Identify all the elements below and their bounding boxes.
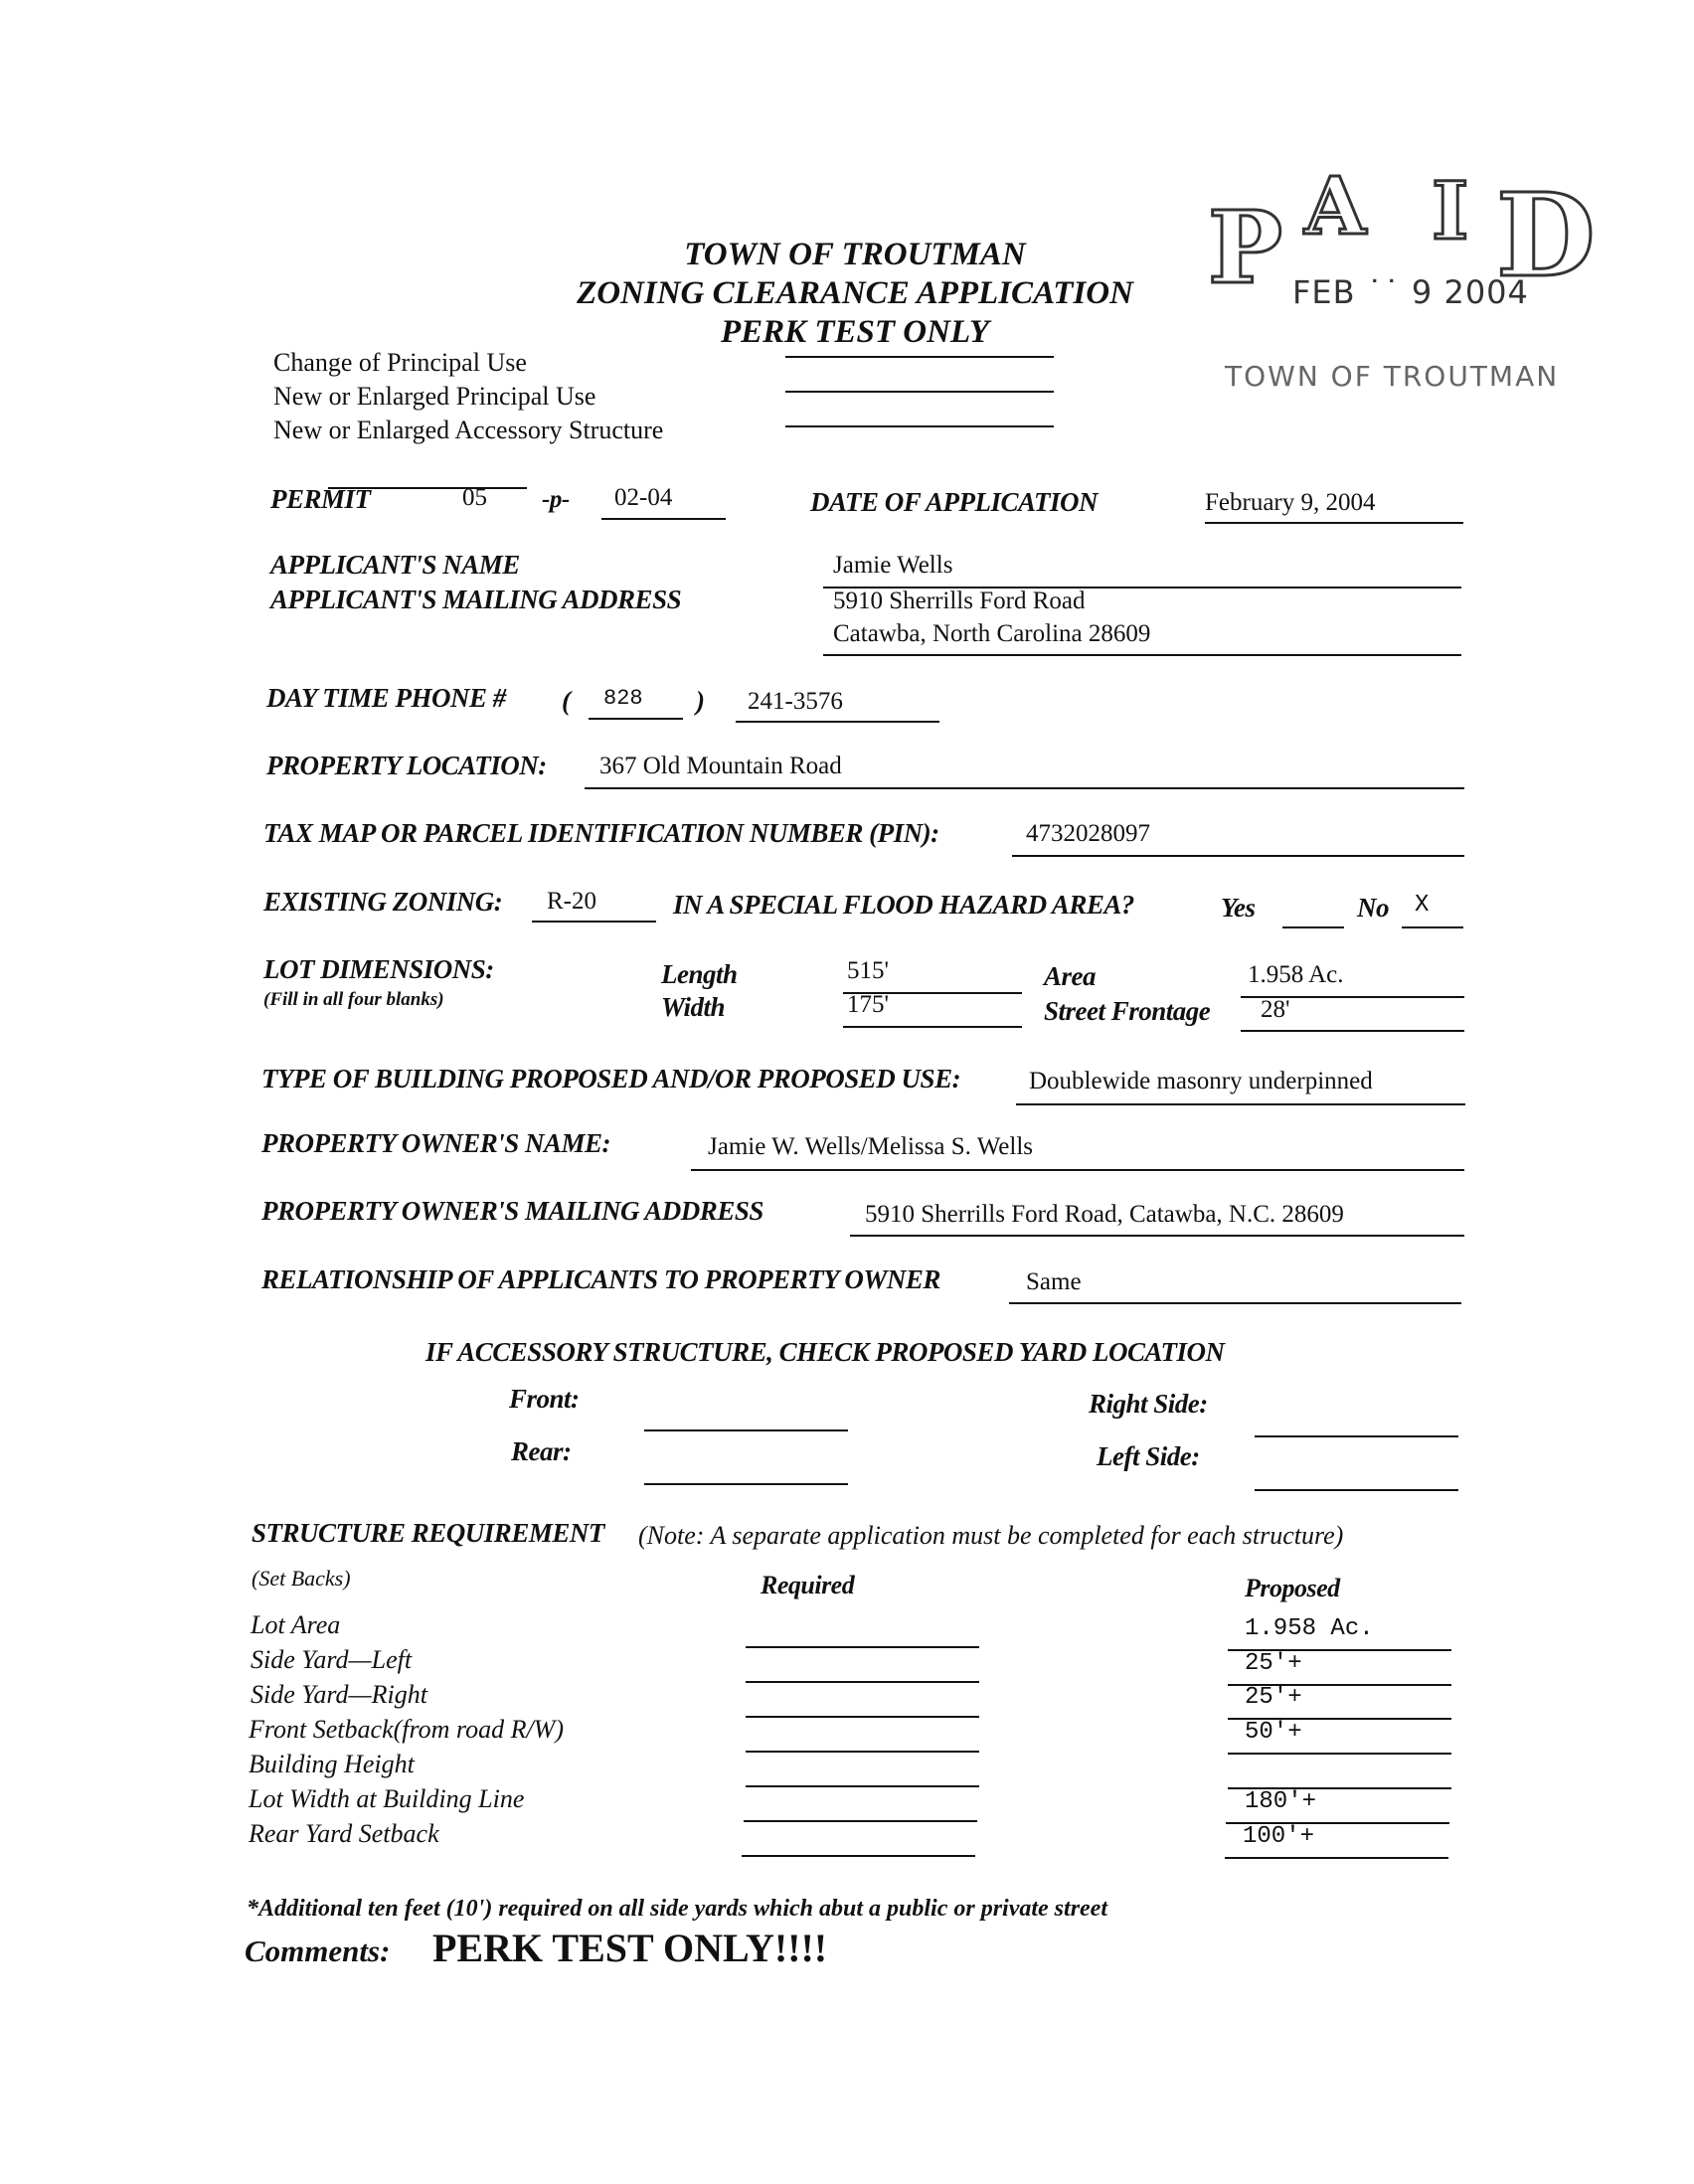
required-field[interactable]: [746, 1688, 979, 1718]
phone-area-code-field[interactable]: [589, 690, 683, 720]
lot-frontage-value: 28': [1261, 996, 1290, 1023]
lot-length-value: 515': [847, 957, 890, 984]
flood-yes-field[interactable]: [1282, 899, 1344, 928]
lot-area-value: 1.958 Ac.: [1248, 961, 1344, 988]
row-label: Rear Yard Setback: [249, 1819, 439, 1848]
required-field[interactable]: [746, 1723, 979, 1753]
stamp-date: FEB ˙˙ 9 2004: [1292, 273, 1529, 311]
accessory-right-field[interactable]: [1255, 1408, 1458, 1437]
owner-name-value: Jamie W. Wells/Melissa S. Wells: [708, 1133, 1034, 1160]
date-of-application-label: DATE OF APPLICATION: [810, 487, 1099, 517]
applicant-address-field[interactable]: [823, 626, 1461, 656]
applicant-name-label: APPLICANT'S NAME: [270, 550, 520, 580]
applicant-name-value: Jamie Wells: [833, 552, 953, 579]
pin-value: 4732028097: [1026, 820, 1150, 847]
phone-close-paren: ): [696, 686, 705, 716]
applicant-address-line1: 5910 Sherrills Ford Road: [833, 588, 1086, 614]
relationship-label: RELATIONSHIP OF APPLICANTS TO PROPERTY OWNER: [261, 1264, 940, 1294]
applicant-address-label: APPLICANT'S MAILING ADDRESS: [270, 585, 682, 614]
lot-dimensions-label: LOT DIMENSIONS:: [263, 954, 494, 984]
row-label: Lot Width at Building Line: [249, 1784, 525, 1813]
phone-open-paren: (: [562, 686, 571, 716]
stamp-town: TOWN OF TROUTMAN: [1225, 360, 1560, 393]
lot-frontage-field[interactable]: [1241, 1002, 1464, 1032]
proposed-value: 25'+: [1245, 1684, 1302, 1711]
existing-zoning-field[interactable]: [532, 893, 656, 923]
date-of-application-field[interactable]: [1205, 494, 1463, 524]
lot-frontage-label: Street Frontage: [1044, 996, 1211, 1026]
building-type-value: Doublewide masonry underpinned: [1029, 1068, 1373, 1094]
required-field[interactable]: [746, 1618, 979, 1648]
proposed-field[interactable]: [1228, 1656, 1451, 1686]
permit-part1-value: 05: [462, 484, 487, 511]
permit-part2-value: 02-04: [614, 484, 673, 511]
flood-no-label: No: [1357, 893, 1389, 923]
relationship-field[interactable]: [1009, 1274, 1461, 1304]
row-label: Side Yard—Left: [251, 1645, 413, 1674]
structure-heading: STRUCTURE REQUIREMENT: [252, 1518, 604, 1548]
use-type-accessory-label: New or Enlarged Accessory Structure: [273, 416, 664, 444]
stamp-letter-p: P: [1208, 189, 1283, 306]
proposed-field[interactable]: [1226, 1794, 1449, 1824]
accessory-heading: IF ACCESSORY STRUCTURE, CHECK PROPOSED YARD LOCATION: [425, 1337, 1225, 1367]
phone-area-code-value: 828: [603, 686, 643, 711]
accessory-rear-label: Rear:: [511, 1436, 572, 1466]
flood-yes-label: Yes: [1221, 893, 1256, 923]
proposed-field[interactable]: [1225, 1829, 1448, 1859]
required-field[interactable]: [744, 1792, 977, 1822]
proposed-column-header: Proposed: [1245, 1574, 1340, 1602]
stamp-letter-i: I: [1432, 164, 1469, 257]
accessory-left-label: Left Side:: [1097, 1441, 1200, 1471]
property-location-label: PROPERTY LOCATION:: [266, 751, 547, 780]
date-of-application-value: February 9, 2004: [1205, 489, 1376, 516]
required-field[interactable]: [742, 1827, 975, 1857]
owner-name-label: PROPERTY OWNER'S NAME:: [261, 1128, 611, 1158]
use-type-accessory-field[interactable]: [785, 425, 1054, 427]
existing-zoning-label: EXISTING ZONING:: [263, 887, 503, 917]
lot-width-field[interactable]: [843, 998, 1022, 1028]
proposed-field[interactable]: [1228, 1621, 1451, 1651]
stamp-letter-d: D: [1496, 169, 1596, 303]
building-type-field[interactable]: [1016, 1076, 1465, 1105]
lot-width-value: 175': [847, 991, 890, 1018]
permit-label: PERMIT: [270, 484, 371, 514]
row-label: Building Height: [249, 1750, 415, 1778]
relationship-value: Same: [1026, 1268, 1082, 1295]
lot-area-label: Area: [1044, 961, 1096, 991]
form-title-town: TOWN OF TROUTMAN: [684, 237, 1026, 272]
applicant-name-field[interactable]: [823, 559, 1461, 588]
pin-field[interactable]: [1012, 827, 1464, 857]
owner-address-field[interactable]: [850, 1207, 1464, 1237]
required-field[interactable]: [746, 1653, 979, 1683]
comments-value: PERK TEST ONLY!!!!: [432, 1926, 828, 1970]
proposed-value: 25'+: [1245, 1650, 1302, 1677]
property-location-field[interactable]: [585, 759, 1464, 789]
lot-dimensions-sublabel: (Fill in all four blanks): [263, 989, 444, 1010]
owner-address-value: 5910 Sherrills Ford Road, Catawba, N.C. 28609: [865, 1201, 1344, 1228]
lot-length-label: Length: [661, 959, 738, 989]
proposed-field[interactable]: [1228, 1725, 1451, 1755]
lot-width-label: Width: [661, 992, 726, 1022]
building-type-label: TYPE OF BUILDING PROPOSED AND/OR PROPOSED USE:: [261, 1064, 961, 1093]
required-column-header: Required: [761, 1571, 855, 1599]
row-label: Lot Area: [251, 1610, 341, 1639]
use-type-new-principal-label: New or Enlarged Principal Use: [273, 382, 596, 411]
owner-address-label: PROPERTY OWNER'S MAILING ADDRESS: [261, 1196, 763, 1226]
existing-zoning-value: R-20: [547, 888, 596, 915]
use-type-change-principal-label: Change of Principal Use: [273, 348, 527, 377]
pin-label: TAX MAP OR PARCEL IDENTIFICATION NUMBER (PIN):: [263, 818, 939, 848]
use-type-change-principal-field[interactable]: [785, 356, 1054, 358]
phone-label: DAY TIME PHONE #: [266, 683, 506, 713]
comments-label: Comments:: [245, 1933, 391, 1968]
accessory-front-label: Front:: [509, 1384, 580, 1414]
proposed-value: 100'+: [1243, 1823, 1315, 1850]
applicant-address-line2: Catawba, North Carolina 28609: [833, 620, 1151, 647]
proposed-value: 180'+: [1245, 1788, 1317, 1815]
side-yard-footnote: *Additional ten feet (10') required on all side yards which abut a public or private street: [247, 1896, 1108, 1922]
flood-hazard-label: IN A SPECIAL FLOOD HAZARD AREA?: [673, 890, 1134, 920]
proposed-value: 50'+: [1245, 1719, 1302, 1746]
permit-part2-field[interactable]: [601, 490, 726, 520]
flood-no-value: X: [1415, 892, 1430, 919]
permit-separator: -p-: [542, 486, 570, 513]
owner-name-field[interactable]: [691, 1141, 1464, 1171]
permit-part1-field[interactable]: [328, 487, 527, 489]
required-field[interactable]: [746, 1758, 979, 1787]
flood-no-field[interactable]: [1402, 899, 1463, 928]
proposed-field[interactable]: [1228, 1760, 1451, 1789]
accessory-rear-field[interactable]: [644, 1455, 848, 1485]
proposed-field[interactable]: [1228, 1690, 1451, 1720]
accessory-left-field[interactable]: [1255, 1461, 1458, 1491]
setbacks-label: (Set Backs): [252, 1566, 351, 1591]
proposed-value: 1.958 Ac.: [1245, 1615, 1374, 1642]
property-location-value: 367 Old Mountain Road: [599, 753, 842, 779]
structure-note: (Note: A separate application must be completed for each structure): [638, 1521, 1344, 1550]
phone-number-value: 241-3576: [748, 688, 843, 715]
accessory-front-field[interactable]: [644, 1402, 848, 1431]
form-title-application: ZONING CLEARANCE APPLICATION: [577, 275, 1133, 311]
use-type-new-principal-field[interactable]: [785, 391, 1054, 393]
lot-area-field[interactable]: [1241, 968, 1464, 998]
row-label: Side Yard—Right: [251, 1680, 427, 1709]
stamp-letter-a: A: [1304, 159, 1367, 252]
lot-length-field[interactable]: [843, 964, 1022, 994]
form-title-perk: PERK TEST ONLY: [720, 314, 990, 350]
phone-number-field[interactable]: [736, 693, 939, 723]
row-label: Front Setback(from road R/W): [249, 1715, 564, 1744]
accessory-right-label: Right Side:: [1089, 1389, 1208, 1419]
